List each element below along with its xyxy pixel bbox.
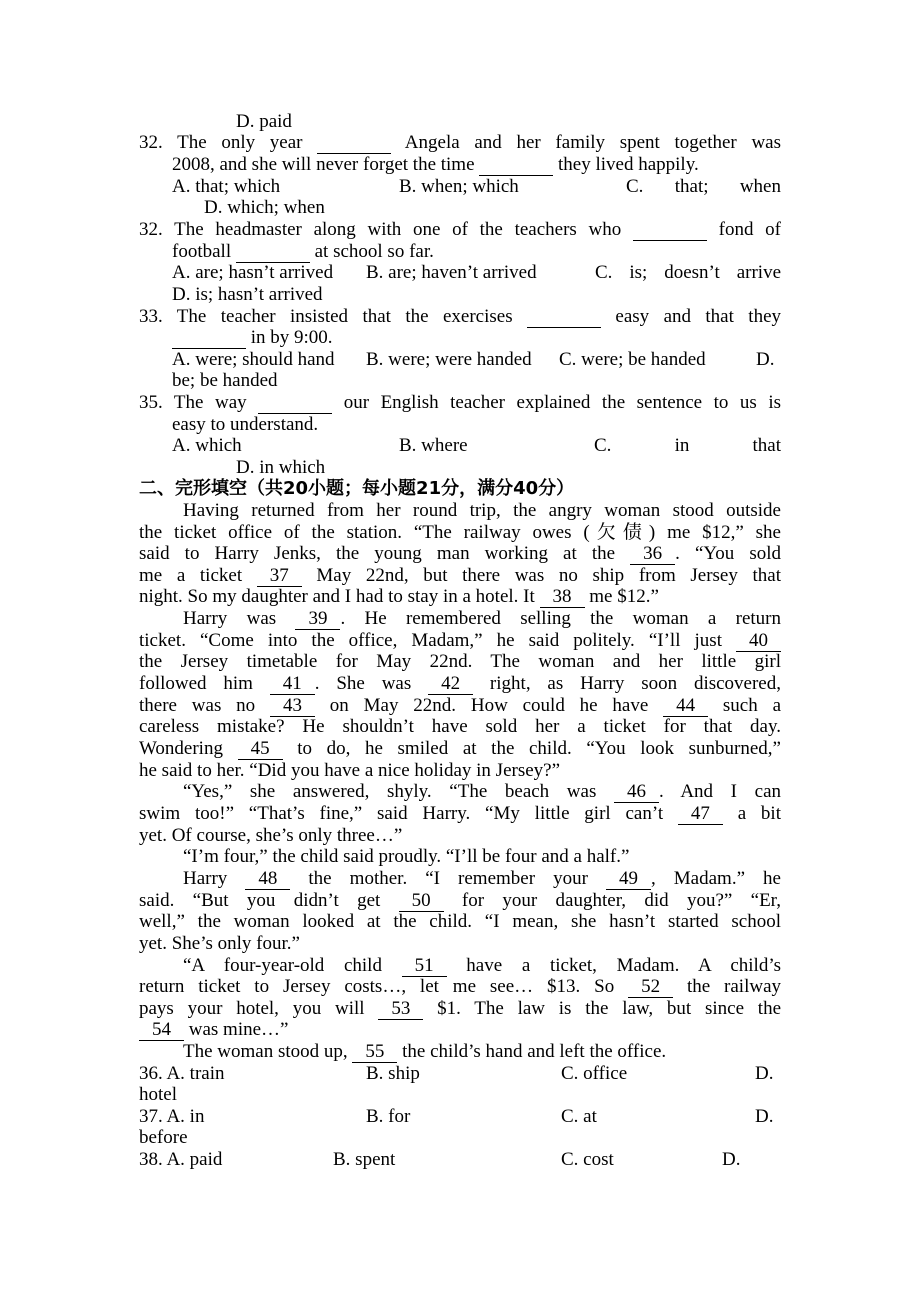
question-32a-stem (139, 132, 781, 154)
question-35-stem (139, 392, 781, 414)
numbered-blank-39: 39 (295, 610, 340, 630)
text-segment: hotel (139, 1084, 177, 1105)
passage-line (139, 673, 781, 695)
question-32b-stem-cont (172, 241, 434, 263)
passage-line (139, 1019, 288, 1041)
text-segment: D. which; when (204, 197, 325, 218)
option-c: C. office (561, 1063, 628, 1084)
text-segment: Wondering (139, 738, 238, 759)
numbered-blank-45: 45 (238, 740, 283, 760)
text-segment: our English teacher explained the sentence to us is (332, 392, 781, 413)
text-segment: fond of (706, 219, 781, 240)
passage-line (139, 760, 560, 782)
question-32b-stem (139, 219, 781, 241)
text-segment: before (139, 1127, 188, 1148)
numbered-blank-53: 53 (378, 1000, 423, 1020)
option-d-cont (139, 1084, 177, 1106)
option-a: 36. A. train (139, 1063, 225, 1084)
text-segment: for your daughter, did you?” “Er, (443, 890, 781, 911)
numbered-blank-43: 43 (270, 697, 315, 717)
question-38-options (0, 1149, 920, 1171)
text-segment: 32. The headmaster along with one of the teachers who (139, 219, 633, 240)
option-d: D. (722, 1149, 741, 1170)
passage-line (183, 1041, 666, 1063)
option-b: B. when; which (399, 176, 519, 197)
text-segment: May 22nd, but there was no ship from Jersey that (301, 565, 781, 586)
question-33-options (0, 349, 920, 371)
text-segment: on May 22nd. How could he have (314, 695, 664, 716)
passage-line (139, 738, 781, 760)
question-32a-stem-cont (172, 154, 699, 176)
option-a: 37. A. in (139, 1106, 205, 1127)
text-segment: he said to her. “Did you have a nice holiday in Jersey?” (139, 760, 561, 781)
numbered-blank-40: 40 (736, 632, 781, 652)
text-segment: the railway (673, 976, 781, 997)
numbered-blank-42: 42 (428, 675, 473, 695)
text-segment: the ticket office of the station. “The railway owes (欠债) me $12,” she (139, 522, 781, 543)
passage-line (139, 522, 781, 544)
question-35-stem-cont (172, 414, 318, 436)
option-c: C. is; doesn’t arrive (595, 262, 781, 283)
text-segment: in by 9:00. (246, 327, 333, 348)
passage-line (139, 825, 402, 847)
option-d-q31 (236, 111, 292, 133)
option-d: D. (755, 1106, 774, 1127)
option-a: A. were; should hand (172, 349, 335, 370)
text-segment: Having returned from her round trip, the angry woman stood outside (183, 500, 781, 521)
text-segment: yet. She’s only four.” (139, 933, 300, 954)
option-b: B. were; were handed (366, 349, 532, 370)
text-segment: Harry (183, 868, 246, 889)
numbered-blank-52: 52 (628, 978, 673, 998)
text-segment: the child’s hand and left the office. (397, 1041, 667, 1062)
option-b: B. for (366, 1106, 411, 1127)
question-35-options (0, 435, 920, 457)
text-segment: D. paid (236, 111, 292, 132)
numbered-blank-54: 54 (139, 1021, 184, 1041)
numbered-blank-51: 51 (402, 957, 447, 977)
text-segment: night. So my daughter and I had to stay in a hotel. It (139, 586, 540, 607)
numbered-blank-46: 46 (614, 783, 659, 803)
option-c: C. that; when (626, 176, 781, 197)
text-segment: return ticket to Jersey costs…, let me see… $13. So (139, 976, 629, 997)
numbered-blank-50: 50 (399, 892, 444, 912)
text-segment: , Madam.” he (650, 868, 781, 889)
text-segment: . And I can (659, 781, 781, 802)
passage-line (139, 630, 781, 652)
option-a: A. that; which (172, 176, 281, 197)
answer-blank (317, 134, 391, 154)
passage-line (139, 933, 300, 955)
text-segment: 32. The only year (139, 132, 318, 153)
text-segment: easy and that they (601, 306, 781, 327)
text-segment: they lived happily. (553, 154, 699, 175)
passage-line (139, 911, 781, 933)
text-segment: was mine…” (184, 1019, 289, 1040)
text-segment: a bit (722, 803, 781, 824)
passage-line (183, 868, 781, 890)
text-segment: to do, he smiled at the child. “You look sunburned,” (282, 738, 781, 759)
numbered-blank-37: 37 (257, 567, 302, 587)
passage-line (139, 803, 781, 825)
text-segment: 35. The way (139, 392, 259, 413)
text-segment: “Yes,” she answered, shyly. “The beach was (183, 781, 614, 802)
option-d (236, 457, 325, 479)
passage-line (139, 651, 781, 673)
passage-line (139, 716, 781, 738)
numbered-blank-44: 44 (663, 697, 708, 717)
option-b: B. spent (333, 1149, 396, 1170)
passage-line (139, 586, 659, 608)
passage-line (139, 976, 781, 998)
text-segment: football (172, 241, 236, 262)
text-segment: me $12.” (584, 586, 659, 607)
text-segment: The woman stood up, (183, 1041, 353, 1062)
numbered-blank-38: 38 (540, 588, 585, 608)
passage-line (183, 846, 629, 868)
text-segment: at school so far. (309, 241, 434, 262)
numbered-blank-48: 48 (245, 870, 290, 890)
text-segment: said. “But you didn’t get (139, 890, 399, 911)
option-a: 38. A. paid (139, 1149, 223, 1170)
text-segment: Harry was (183, 608, 296, 629)
text-segment: followed him (139, 673, 270, 694)
text-segment: “A four-year-old child (183, 955, 402, 976)
text-segment: “I’m four,” the child said proudly. “I’ll be four and a half.” (183, 846, 630, 867)
option-b: B. ship (366, 1063, 420, 1084)
text-segment: there was no (139, 695, 270, 716)
option-d: D. (756, 349, 775, 370)
text-segment: such a (708, 695, 781, 716)
passage-line (183, 955, 781, 977)
text-segment: yet. Of course, she’s only three…” (139, 825, 403, 846)
numbered-blank-55: 55 (352, 1043, 397, 1063)
text-segment: pays your hotel, you will (139, 998, 379, 1019)
passage-line (139, 890, 781, 912)
passage-line (139, 998, 781, 1020)
passage-line (183, 500, 781, 522)
option-c: C. were; be handed (559, 349, 706, 370)
numbered-blank-36: 36 (630, 545, 675, 565)
option-d: D. (755, 1063, 774, 1084)
question-32b-options (0, 262, 920, 284)
text-segment: 33. The teacher insisted that the exercises (139, 306, 527, 327)
passage-line (139, 565, 781, 587)
answer-blank (172, 329, 246, 349)
option-c: C. at (561, 1106, 597, 1127)
text-segment: $1. The law is the law, but since the (423, 998, 781, 1019)
question-32a-options (0, 176, 920, 198)
answer-blank (633, 221, 707, 241)
text-segment: swim too!” “That’s fine,” said Harry. “My little girl can’t (139, 803, 678, 824)
text-segment: said to Harry Jenks, the young man working at the (139, 543, 631, 564)
passage-line (183, 608, 781, 630)
text-segment: Angela and her family spent together was (391, 132, 781, 153)
numbered-blank-41: 41 (270, 675, 315, 695)
option-b: B. where (399, 435, 468, 456)
text-segment: . He remembered selling the woman a return (340, 608, 781, 629)
numbered-blank-49: 49 (606, 870, 651, 890)
text-segment: D. in which (236, 457, 326, 478)
question-37-options (0, 1106, 920, 1128)
option-c: C. cost (561, 1149, 614, 1170)
passage-line (183, 781, 781, 803)
section-heading: 二、完形填空（共20小题；每小题21分，满分40分） (139, 478, 575, 499)
numbered-blank-47: 47 (678, 805, 723, 825)
option-d-cont (172, 370, 278, 392)
question-33-stem (139, 306, 781, 328)
text-segment: right, as Harry soon discovered, (473, 673, 781, 694)
text-segment: . “You sold (675, 543, 781, 564)
text-segment: have a ticket, Madam. A child’s (446, 955, 781, 976)
text-segment: ticket. “Come into the office, Madam,” he said politely. “I’ll just (139, 630, 736, 651)
answer-blank (479, 156, 553, 176)
text-segment: 2008, and she will never forget the time (172, 154, 480, 175)
text-segment: me a ticket (139, 565, 257, 586)
option-d (172, 284, 323, 306)
option-b: B. are; haven’t arrived (366, 262, 537, 283)
question-36-options (0, 1063, 920, 1085)
option-c: C. in that (594, 435, 781, 456)
option-a: A. are; hasn’t arrived (172, 262, 334, 283)
text-segment: the Jersey timetable for May 22nd. The woman and her little girl (139, 651, 781, 672)
text-segment: the mother. “I remember your (290, 868, 606, 889)
answer-blank (236, 243, 310, 263)
answer-blank (258, 394, 332, 414)
text-segment: D. is; hasn’t arrived (172, 284, 323, 305)
option-a: A. which (172, 435, 242, 456)
option-d (204, 197, 325, 219)
passage-line (139, 695, 781, 717)
option-d-cont (139, 1127, 188, 1149)
text-segment: easy to understand. (172, 414, 319, 435)
question-33-stem-cont (172, 327, 333, 349)
text-segment: careless mistake? He shouldn’t have sold her a ticket for that day. (139, 716, 781, 737)
text-segment: . She was (314, 673, 429, 694)
passage-line (139, 543, 781, 565)
answer-blank (527, 308, 601, 328)
text-segment: well,” the woman looked at the child. “I mean, she hasn’t started school (139, 911, 781, 932)
text-segment: be; be handed (172, 370, 278, 391)
